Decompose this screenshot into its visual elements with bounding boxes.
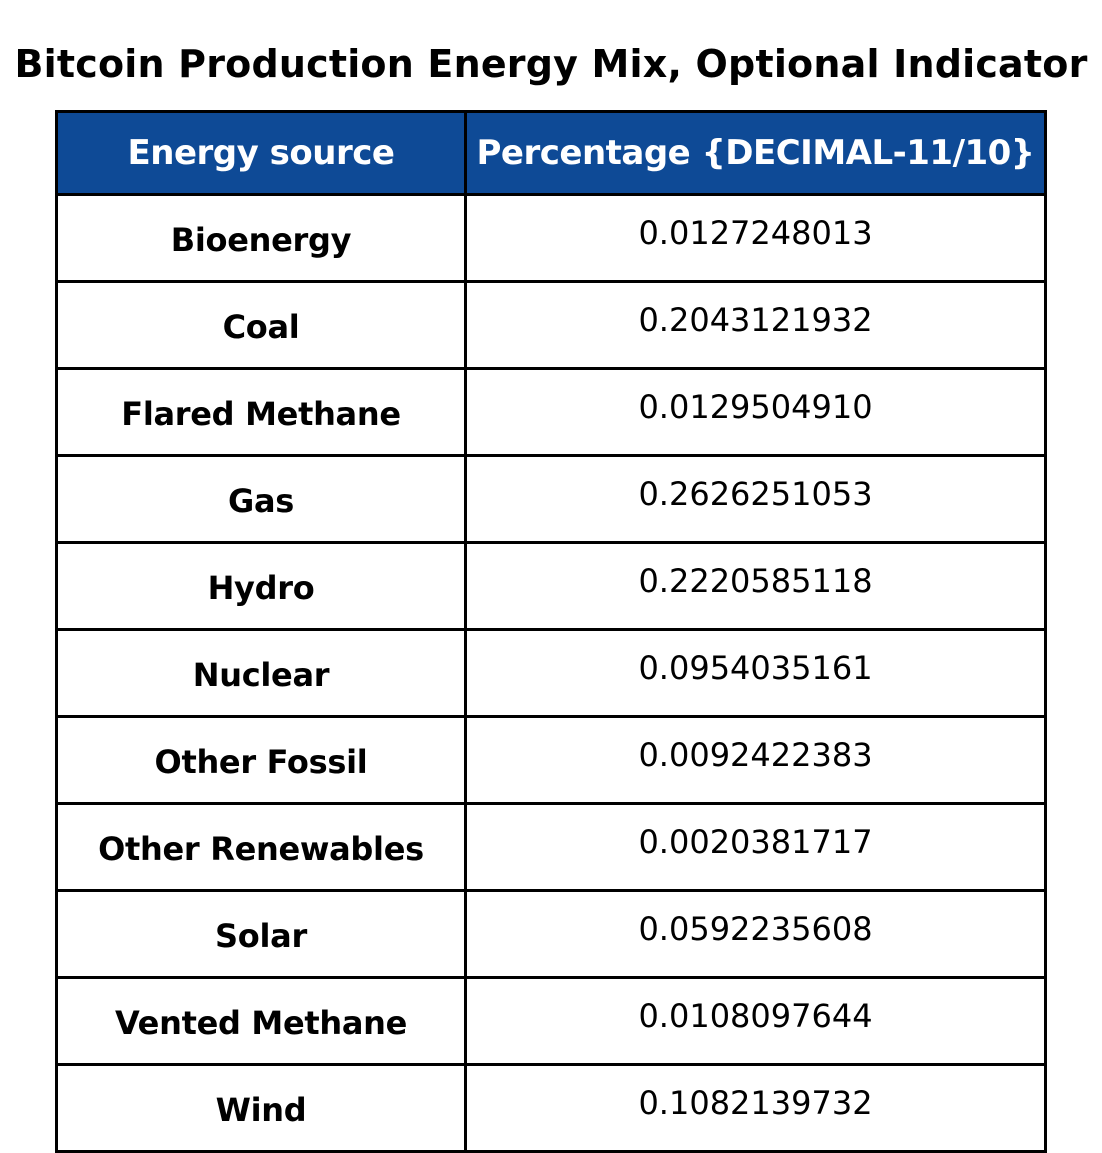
table-row [57,804,1046,891]
energy-source-cell: Other Renewables [57,804,466,891]
table-row [57,456,1046,543]
energy-source-cell: Solar [57,891,466,978]
table-row [57,978,1046,1065]
percentage-cell: 0.0092422383 [466,717,1046,804]
energy-mix-table [55,110,1047,1153]
percentage-cell: 0.0592235608 [466,891,1046,978]
energy-source-cell: Coal [57,282,466,369]
percentage-cell: 0.0108097644 [466,978,1046,1065]
percentage-cell: 0.0954035161 [466,630,1046,717]
energy-source-cell: Flared Methane [57,369,466,456]
table-row [57,891,1046,978]
column-header-percentage: Percentage {DECIMAL-11/10} [466,112,1046,195]
table-row [57,543,1046,630]
percentage-cell: 0.0129504910 [466,369,1046,456]
percentage-cell: 0.1082139732 [466,1065,1046,1152]
table-row [57,717,1046,804]
energy-source-cell: Other Fossil [57,717,466,804]
table-header-row [57,112,1046,195]
percentage-cell: 0.2626251053 [466,456,1046,543]
column-header-energy-source: Energy source [57,112,466,195]
table-row [57,1065,1046,1152]
percentage-cell: 0.0020381717 [466,804,1046,891]
table-row [57,195,1046,282]
percentage-cell: 0.0127248013 [466,195,1046,282]
table-row [57,369,1046,456]
energy-source-cell: Wind [57,1065,466,1152]
page-title: Bitcoin Production Energy Mix, Optional Indicator [14,42,1088,86]
energy-source-cell: Bioenergy [57,195,466,282]
table-row [57,282,1046,369]
energy-source-cell: Nuclear [57,630,466,717]
table-row [57,630,1046,717]
percentage-cell: 0.2043121932 [466,282,1046,369]
percentage-cell: 0.2220585118 [466,543,1046,630]
energy-source-cell: Gas [57,456,466,543]
energy-source-cell: Vented Methane [57,978,466,1065]
energy-source-cell: Hydro [57,543,466,630]
